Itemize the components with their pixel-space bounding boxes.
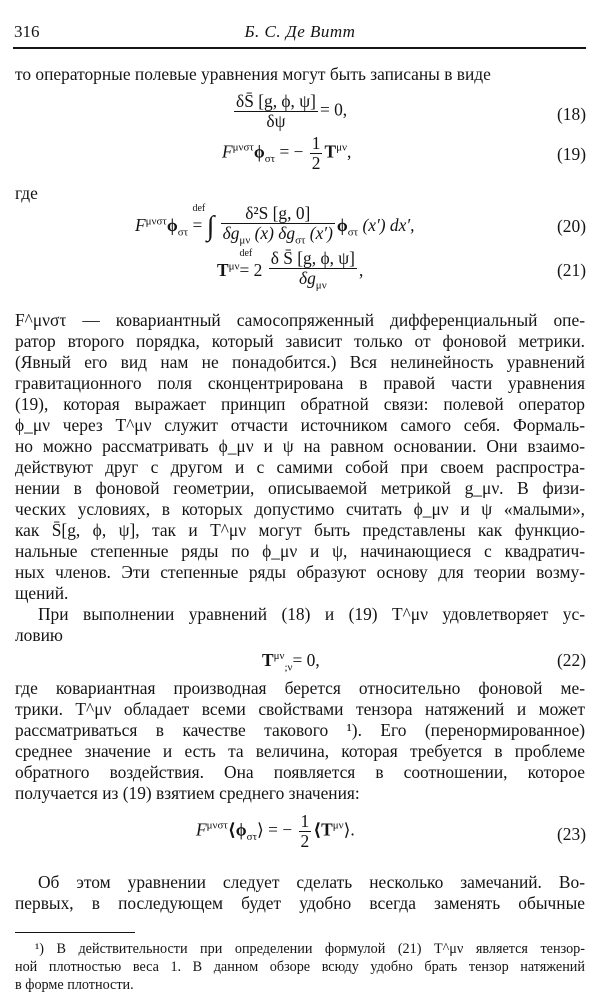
p1-line-9: нении в фоновой геометрии, описываемой метрикой g_μν. В физи- [15, 478, 585, 498]
eq23-label: (23) [557, 824, 586, 844]
p1-line-3: (Явный его вид нам не понадобится.) Вся нелинейность уравнений [15, 352, 585, 372]
eq20-phi-sub: στ [177, 226, 189, 239]
integral-sign: ∫ [206, 211, 215, 243]
eq20-den-mid: (x) δg [250, 223, 296, 243]
eq19-lhs-sup: μνστ [232, 141, 254, 154]
p3-line-3: рассматриваться в качестве такового ¹). Его (перенормированное) [15, 720, 585, 740]
eq21-lhs: T [217, 260, 229, 281]
eq23-frac-num: 1 [300, 811, 310, 831]
eq18-fraction [234, 92, 318, 131]
eq20-fraction [221, 204, 335, 250]
eq23-frac-den: 2 [300, 831, 310, 851]
footnote-line-2: ной плотностью веса 1. В данном обзоре всюду удобно брать тензор натяжений [15, 959, 585, 975]
eq22-rhs: = 0, [292, 650, 320, 670]
equation-18 [232, 92, 347, 131]
eq21-den-sub: μν [315, 279, 327, 292]
eq20-frac-den: δg [222, 223, 240, 243]
running-head: Б. С. Де Витт [244, 22, 356, 41]
intro-line: то операторные полевые уравнения могут быть записаны в виде [15, 64, 491, 84]
p4-line-2: первых, в последующем будет удобно всегда заменять обычные [15, 893, 585, 913]
eq19-rhs-prefix: = − [279, 141, 304, 162]
eq21-frac-num: δ S̄ [g, ϕ, ψ] [270, 248, 355, 268]
p1-line-4: гравитационного поля сконцентрирована в правой части уравнения [15, 373, 585, 393]
eq21-lhs-sup: μν [228, 260, 240, 273]
p2-line-1: При выполнении уравнений (18) и (19) T^μν удовлетворяет ус- [38, 604, 585, 624]
eq22-T: T [262, 650, 274, 670]
eq21-def: def [239, 248, 253, 260]
footnote-rule [15, 932, 135, 933]
p3-line-1: где ковариантная производная берется относительно фоновой ме- [15, 678, 585, 698]
eq20-tail-sub: στ [347, 226, 359, 239]
equation-20 [135, 204, 414, 250]
eq21-fraction [269, 249, 357, 295]
equation-22 [262, 650, 320, 673]
eq21-eq: = 2 [239, 260, 263, 281]
eq20-frac-num: δ²S [g, 0] [221, 204, 335, 224]
eq23-fraction [299, 812, 312, 851]
eq20-def: def [192, 203, 206, 215]
p1-line-6: ϕ_μν через T^μν служит отчасти источником самого себя. Формаль- [15, 415, 585, 435]
p4-line-1: Об этом уравнении следует сделать несколько замечаний. Во- [38, 872, 585, 892]
eq18-denominator: δψ [266, 111, 286, 131]
eq23-lhs-sup: μνστ [206, 819, 228, 832]
eq19-phi-sub: στ [264, 152, 276, 165]
eq20-phi: ϕ [166, 215, 178, 236]
p1-line-7: но можно рассматривать ϕ_μν и ψ на равном основании. Они взаимо- [15, 436, 585, 456]
eq19-lhs: F [222, 141, 233, 162]
eq20-tail-phi: ϕ [336, 215, 348, 236]
eq23-open: ⟨ϕ [227, 819, 247, 840]
p3-line-4: среднее значение и есть та величина, которая требуется в проблеме [15, 741, 585, 761]
eq20-lhs-sup: μνστ [145, 215, 167, 228]
eq20-eq: = [192, 215, 203, 236]
equation-21 [217, 249, 363, 295]
header-rule [13, 47, 586, 49]
eq19-phi: ϕ [253, 141, 265, 162]
eq20-def-equals [192, 203, 206, 236]
eq18-label: (18) [557, 104, 586, 124]
eq19-fraction [310, 134, 323, 173]
eq23-rhs-sup: μν [332, 819, 344, 832]
eq19-rhs-T: T [324, 141, 337, 162]
p2-line-2: ловию [15, 625, 63, 645]
eq23-rhs-close: ⟩. [343, 819, 355, 840]
p1-line-12: нальные степенные ряды по ϕ_μν и ψ, начинающиеся с квадратич- [15, 541, 585, 561]
eq22-sup: μν [273, 650, 285, 663]
p1-line-5: (19), которая выражает принцип обратной связи: полевой оператор [15, 394, 585, 414]
eq22-label: (22) [557, 650, 586, 670]
eq18-rhs: = 0, [319, 99, 348, 120]
eq23-rhs: ⟨T [313, 819, 333, 840]
eq19-rhs-T-sup: μν [336, 141, 347, 154]
p1-line-1: F^μνστ — ковариантный самосопряженный дифференциальный опе- [15, 310, 585, 330]
footnote-line-1: ¹) В действительности при определении формулой (21) T^μν является тензор- [35, 941, 585, 957]
p1-line-2: ратор второго порядка, который зависит только от фоновой метрики. [15, 331, 585, 351]
eq20-tail-rest: (x′) dx′, [358, 215, 415, 236]
eq20-label: (20) [557, 216, 586, 236]
p3-line-5: обратного воздействия. Она появляется в соотношении, которое [15, 762, 585, 782]
eq22-sub: ;ν [284, 661, 293, 674]
p3-line-2: трики. T^μν обладает всеми свойствами тензора натяжений и может [15, 699, 585, 719]
eq21-frac-den: δg [299, 268, 316, 288]
eq20-lhs: F [135, 215, 146, 236]
p1-line-8: действуют друг с другом и с самими собой при своем распростра- [15, 457, 585, 477]
eq19-frac-den: 2 [311, 153, 321, 173]
eq18-numerator: δS̄ [g, ϕ, ψ] [236, 91, 316, 111]
eq23-lhs: F [196, 819, 207, 840]
eq19-label: (19) [557, 144, 586, 164]
p3-line-6: получается из (19) взятием среднего значения: [15, 783, 360, 803]
eq21-def-equals [239, 248, 263, 281]
eq23-phi-sub: στ [246, 830, 258, 843]
equation-19 [222, 134, 351, 173]
eq20-den-tail: (x′) [305, 223, 333, 243]
p1-line-13: ных членов. Эти степенные ряды образуют основу для теории возму- [15, 562, 585, 582]
p1-line-11: как S̄[g, ϕ, ψ], так и T^μν могут быть представлены как функцио- [15, 520, 585, 540]
eq21-label: (21) [557, 260, 586, 280]
where-word: где [15, 183, 38, 203]
eq19-tail: , [346, 141, 352, 162]
equation-23 [196, 812, 355, 851]
eq20-den-sub1: μν [239, 234, 251, 247]
page-number: 316 [14, 22, 40, 41]
footnote-line-3: в форме плотности. [15, 977, 134, 993]
p1-line-14: щений. [15, 583, 69, 603]
eq21-tail: , [358, 260, 364, 281]
eq19-frac-num: 1 [311, 133, 321, 153]
eq23-close: ⟩ = − [257, 819, 293, 840]
eq20-den-sub2: στ [295, 234, 306, 247]
p1-line-10: ческих условиях, в которых допустимо считать ϕ_μν и ψ «малыми», [15, 499, 585, 519]
